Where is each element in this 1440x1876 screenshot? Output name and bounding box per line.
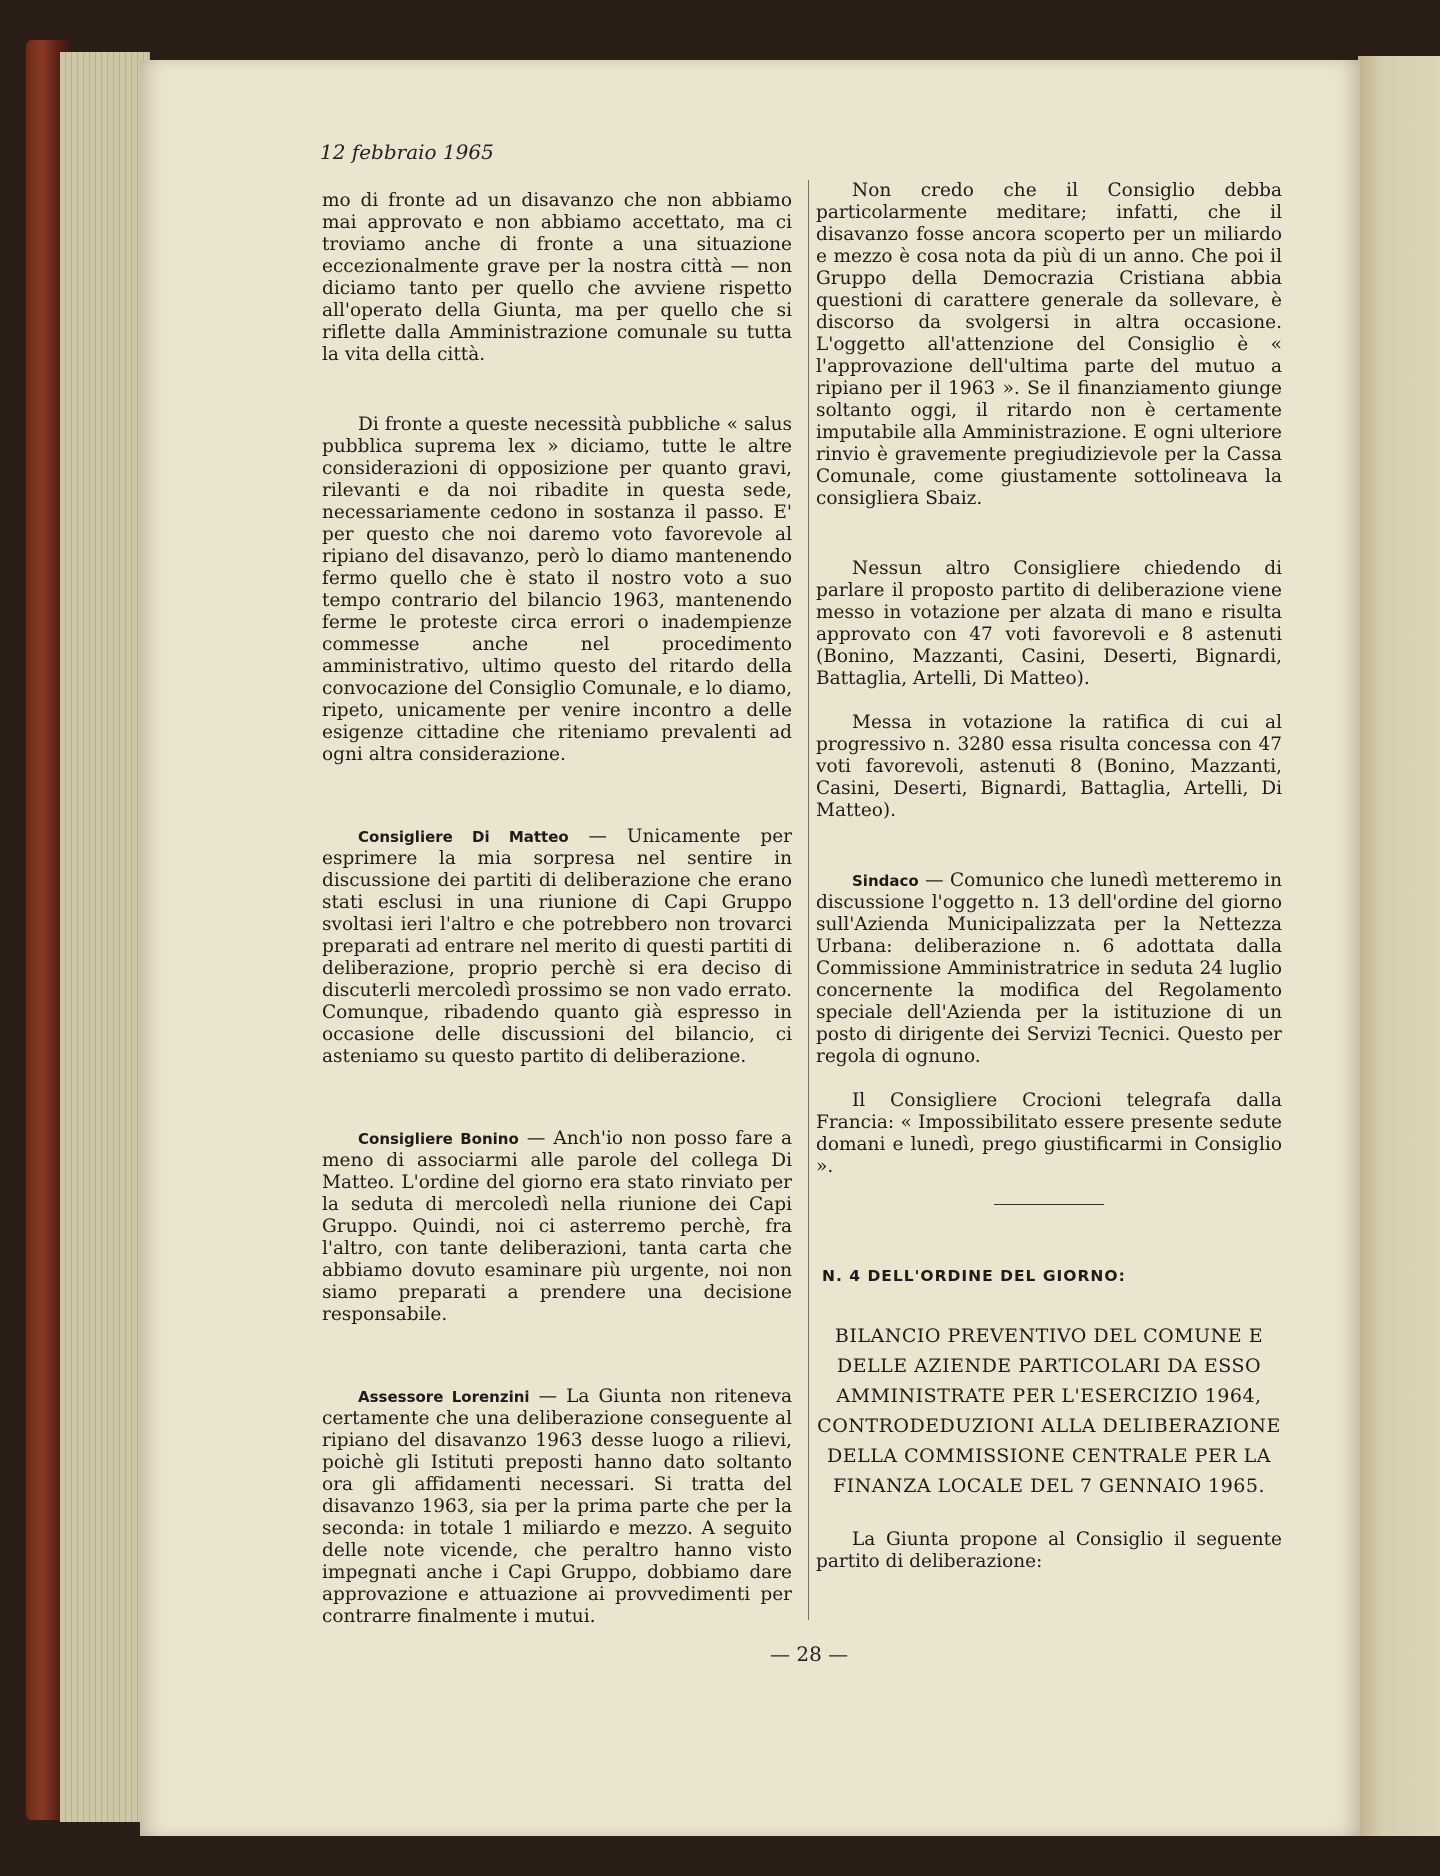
right-paragraph-crocioni: Il Consigliere Crocioni telegrafa dalla Francia: « Impossibilitato essere presente sedute domani e lunedì, prego giustificarmi in Consiglio ». bbox=[816, 1090, 1282, 1177]
right-paragraph-3: Messa in votazione la ratifica di cui al progressivo n. 3280 essa risulta concessa con 47 voti favorevoli, astenuti 8 (Bonino, Mazzanti, Casini, Deserti, Bignardi, Battaglia, Artelli, Di Matteo). bbox=[816, 712, 1282, 821]
page-number: — 28 — bbox=[770, 1642, 849, 1666]
right-paragraph-1: Non credo che il Consiglio debba particolarmente meditare; infatti, che il disavanzo fosse ancora scoperto per un miliardo e mezzo è cosa nota da più di un anno. Che poi il Gruppo della Democrazia Cristiana abbia questioni di carattere generale da sollevare, è discorso da svolgersi in altra occasione. L'oggetto all'attenzione del Consiglio è « l'approvazione dell'ultima parte del mutuo a ripiano per il 1963 ». Se il finanziamento giunge soltanto oggi, il ritardo non è certamente imputabile alla Amministrazione. E ogni ulteriore rinvio è gravemente pregiudizievole per la Cassa Comunale, come giustamente sottolineava la consigliera Sbaiz. bbox=[816, 180, 1282, 509]
speaker-lorenzini: Assessore Lorenzini bbox=[358, 1388, 530, 1406]
left-column bbox=[322, 190, 792, 1650]
right-paragraph-giunta: La Giunta propone al Consiglio il seguente partito di deliberazione: bbox=[816, 1529, 1282, 1572]
speech-sindaco bbox=[816, 870, 1282, 1068]
next-page-edge bbox=[1358, 56, 1440, 1836]
speaker-bonino: Consigliere Bonino bbox=[358, 1130, 519, 1148]
speaker-sindaco: Sindaco bbox=[852, 872, 919, 890]
right-paragraph-2: Nessun altro Consigliere chiedendo di parlare il proposto partito di deliberazione viene messo in votazione per alzata di mano e risulta approvato con 47 voti favorevoli e 8 astenuti (Bonino, Mazzanti, Casini, Deserti, Bignardi, Battaglia, Artelli, Di Matteo). bbox=[816, 558, 1282, 689]
speaker-di-matteo: Consigliere Di Matteo bbox=[358, 828, 569, 846]
column-divider bbox=[808, 180, 809, 1620]
left-paragraph-2: Di fronte a queste necessità pubbliche « salus pubblica suprema lex » diciamo, tutte le altre considerazioni di opposizione per quanto gravi, rilevanti e da noi ribadite in questa sede, necessariamente cedono in sostanza il passo. E' per questo che noi daremo voto favorevole al ripiano del disavanzo, però lo diamo mantenendo fermo quello che è stato il nostro voto a suo tempo contrario del bilancio 1963, mantenendo ferme le proteste circa errori o inadempienze commesse anche nel procedimento amministrativo, ultimo questo del ritardo della convocazione del Consiglio Comunale, e lo diamo, ripeto, unicamente per venire incontro a delle esigenze cittadine che riteniamo prevalenti ad ogni altra considerazione. bbox=[322, 414, 792, 765]
speech-bonino-text: — Anch'io non posso fare a meno di associarmi alle parole del collega Di Matteo. L'ordine del giorno era stato rinviato per la seduta di mercoledì nella riunione dei Capi Gruppo. Quindi, noi ci asterremo perchè, fra l'altro, con tante deliberazioni, tanta carta che abbiamo dovuto esaminare più urgente, noi non siamo preparati a prendere una decisione responsabile. bbox=[322, 1128, 792, 1325]
left-paragraph-1: mo di fronte ad un disavanzo che non abbiamo mai approvato e non abbiamo accettato, ma ci troviamo anche di fronte a una situazione eccezionalmente grave per la nostra città — non diciamo tanto per quello che avviene rispetto all'operato della Giunta, ma per quello che si riflette dalla Amministrazione comunale su tutta la vita della città. bbox=[322, 190, 792, 365]
agenda-item-label: N. 4 DELL'ORDINE DEL GIORNO: bbox=[822, 1267, 1126, 1285]
right-column bbox=[816, 180, 1282, 1595]
agenda-item-title: BILANCIO PREVENTIVO DEL COMUNE E DELLE AZIENDE PARTICOLARI DA ESSO AMMINISTRATE PER L'ESERCIZIO 1964, CONTRODEDUZIONI ALLA DELIBERAZIONE DELLA COMMISSIONE CENTRALE PER LA FINANZA LOCALE DEL 7 GENNAIO 1965. bbox=[817, 1325, 1281, 1497]
speech-bonino bbox=[322, 1128, 792, 1326]
speech-sindaco-text: — Comunico che lunedì metteremo in discussione l'oggetto n. 13 dell'ordine del giorno sull'Azienda Municipalizzata per la Nettezza Urbana: deliberazione n. 6 adottata dalla Commissione Amministratrice in seduta 24 luglio concernente la modifica del Regolamento speciale dell'Azienda per la istituzione di un posto di dirigente dei Servizi Tecnici. Questo per regola di ognuno. bbox=[816, 870, 1282, 1067]
speech-di-matteo bbox=[322, 826, 792, 1068]
speech-di-matteo-text: — Unicamente per esprimere la mia sorpresa nel sentire in discussione dei partiti di deliberazione che erano stati esclusi in una riunione di Capi Gruppo svoltasi ieri l'altro e che potrebbero non trovarci preparati ad entrare nel merito di questi partiti di deliberazione, proprio perchè si era deciso di discuterli mercoledì prossimo se non vado errato. Comunque, ribadendo quanto già espresso in occasione delle discussioni del bilancio, ci asteniamo su questo partito di deliberazione. bbox=[322, 826, 792, 1067]
speech-lorenzini-text: — La Giunta non riteneva certamente che una deliberazione conseguente al ripiano del disavanzo 1963 desse luogo a rilievi, poichè gli Istituti preposti hanno dato soltanto ora gli affidamenti necessari. Si tratta del disavanzo 1963, sia per la prima parte che per la seconda: in totale 1 miliardo e mezzo. A seguito delle note vicende, che peraltro hanno visto impegnati anche i Capi Gruppo, dobbiamo dare approvazione e attuazione ai provvedimenti per contrarre finalmente i mutui. bbox=[322, 1386, 793, 1627]
speech-lorenzini bbox=[322, 1386, 792, 1628]
page-edges bbox=[60, 52, 150, 1822]
page-header-date: 12 febbraio 1965 bbox=[320, 140, 494, 164]
section-separator bbox=[994, 1204, 1104, 1205]
